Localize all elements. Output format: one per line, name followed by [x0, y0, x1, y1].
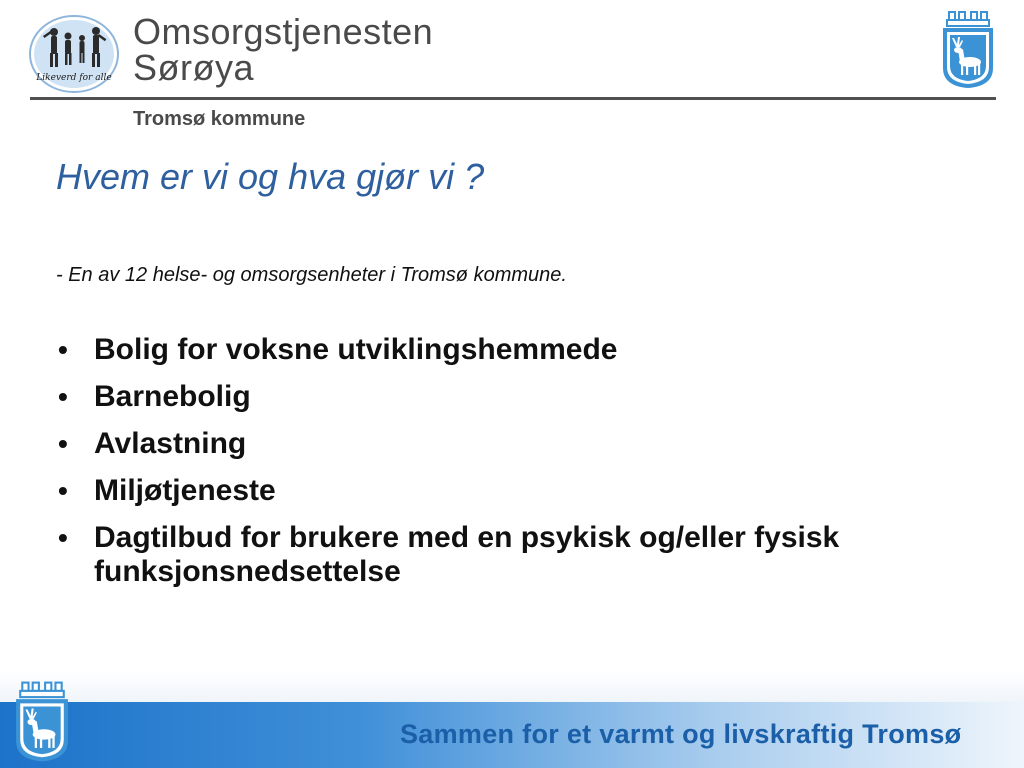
- org-name-line1: Omsorgstjenesten: [133, 11, 434, 52]
- page-title: Hvem er vi og hva gjør vi ?: [56, 156, 485, 197]
- list-item-text: Bolig for voksne utviklingshemmede: [94, 333, 618, 366]
- logo-text: Likeverd for alle: [36, 73, 112, 83]
- org-name-line2: Sørøya: [133, 47, 255, 88]
- tromso-reindeer-crest-icon: [941, 10, 995, 90]
- header-divider: [30, 97, 996, 100]
- list-item-text: Miljøtjeneste: [94, 474, 276, 507]
- kommune-label: Tromsø kommune: [133, 108, 306, 130]
- org-name: [133, 11, 434, 88]
- bullet-icon: •: [58, 522, 68, 553]
- footer-slogan: Sammen for et varmt og livskraftig Tromsø: [400, 719, 962, 749]
- tromso-reindeer-crest-icon: [14, 680, 70, 764]
- page-subtitle: - En av 12 helse- og omsorgsenheter i Tromsø kommune.: [56, 264, 567, 286]
- list-item: [56, 427, 976, 461]
- bullet-icon: •: [58, 475, 68, 506]
- list-item: [56, 521, 976, 589]
- list-item-text: Avlastning: [94, 427, 247, 460]
- list-item: [56, 474, 976, 508]
- list-item: [56, 380, 976, 414]
- bullet-icon: •: [58, 334, 68, 365]
- family-logo-icon: [28, 14, 120, 94]
- service-list: [56, 333, 976, 602]
- list-item-text: Dagtilbud for brukere med en psykisk og/eller fysisk funksjonsnedsettelse: [94, 521, 840, 588]
- bullet-icon: •: [58, 428, 68, 459]
- bullet-icon: •: [58, 381, 68, 412]
- footer-fade: [0, 670, 1024, 702]
- list-item-text: Barnebolig: [94, 380, 251, 413]
- list-item: [56, 333, 976, 367]
